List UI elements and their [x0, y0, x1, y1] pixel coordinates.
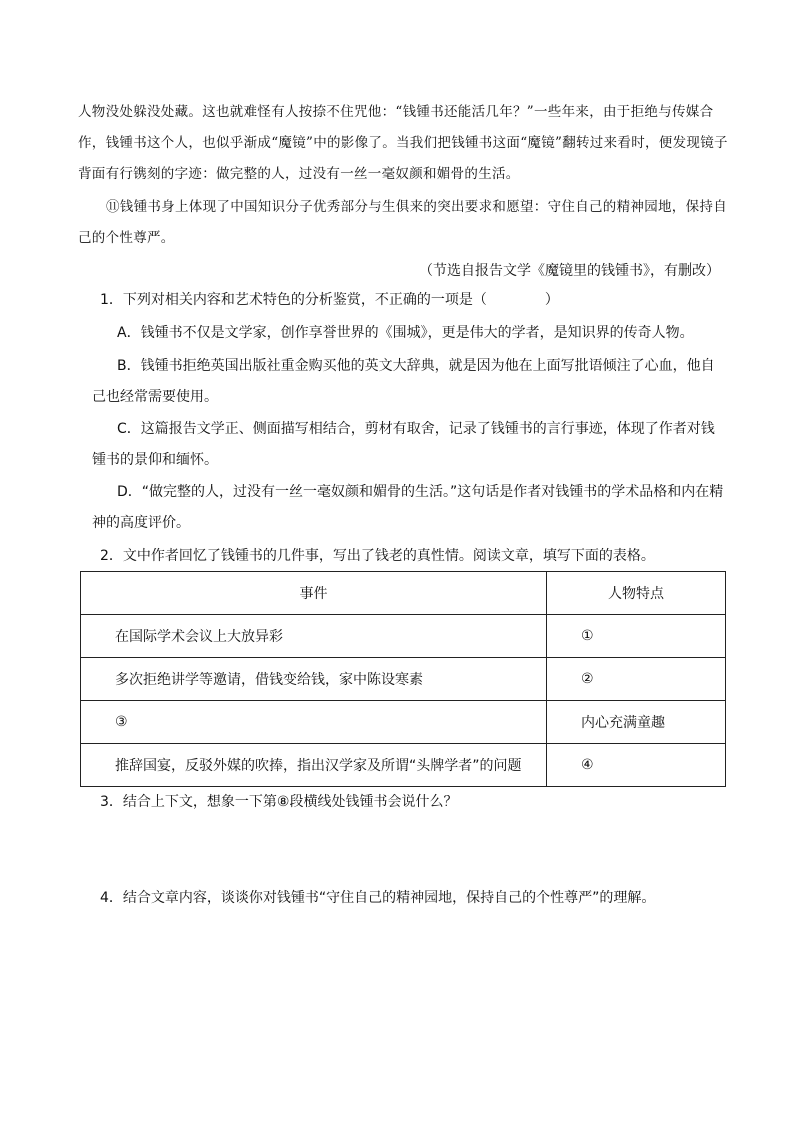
character-cell: 内心充满童趣	[547, 701, 726, 744]
question-1-close-paren: ）	[544, 292, 559, 308]
header-event: 事件	[81, 572, 547, 615]
source-citation: （节选自报告文学《魔镜里的钱锺书》，有删改）	[419, 263, 720, 279]
question-4-stem: 4．结合文章内容，谈谈你对钱锺书“守住自己的精神园地，保持自己的个性尊严”的理解。	[100, 890, 656, 906]
character-cell[interactable]: ②	[547, 658, 726, 701]
character-cell[interactable]: ①	[547, 615, 726, 658]
question-2-stem: 2．文中作者回忆了钱锺书的几件事，写出了钱老的真性情。阅读文章，填写下面的表格。	[100, 548, 655, 564]
event-cell[interactable]: ③	[81, 701, 547, 744]
event-cell: 在国际学术会议上大放异彩	[81, 615, 547, 658]
question-1-text: 1．下列对相关内容和艺术特色的分析鉴赏，不正确的一项是（	[100, 292, 487, 308]
table-row	[81, 744, 726, 787]
event-character-table	[80, 571, 726, 787]
option-d: D．“做完整的人，过没有一丝一毫奴颜和媚骨的生活。”这句话是作者对钱锺书的学术品格和内在精神的高度评价。	[92, 484, 724, 531]
event-cell: 多次拒绝讲学等邀请，借钱变给钱，家中陈设寒素	[81, 658, 547, 701]
question-3-stem: 3．结合上下文，想象一下第⑧段横线处钱锺书会说什么？	[100, 794, 458, 810]
character-cell[interactable]: ④	[547, 744, 726, 787]
table-row	[81, 615, 726, 658]
header-character: 人物特点	[547, 572, 726, 615]
question-1-stem	[100, 285, 559, 316]
event-cell: 推辞国宴，反驳外媒的吹捧，指出汉学家及所谓“头牌学者”的问题	[81, 744, 547, 787]
option-c: C．这篇报告文学正、侧面描写相结合，剪材有取舍，记录了钱锺书的言行事迹，体现了作者对钱锺书的景仰和缅怀。	[92, 421, 715, 468]
passage-paragraph-11: ⑪钱锺书身上体现了中国知识分子优秀部分与生俱来的突出要求和愿望：守住自己的精神园地，保持自己的个性尊严。	[78, 199, 727, 246]
option-b: B．钱锺书拒绝英国出版社重金购买他的英文大辞典，就是因为他在上面写批语倾注了心血，他自己也经常需要使用。	[92, 358, 715, 405]
table-row	[81, 658, 726, 701]
table-row	[81, 701, 726, 744]
table-header-row	[81, 572, 726, 615]
option-a: A．钱锺书不仅是文学家，创作享誉世界的《围城》，更是伟大的学者，是知识界的传奇人物。	[117, 325, 694, 341]
passage-paragraph-end: 人物没处躲没处藏。这也就难怪有人按捺不住咒他：“钱锺书还能活几年？”一些年来，由于拒绝与传媒合作，钱锺书这个人，也似乎渐成“魔镜”中的影像了。当我们把钱锺书这面“魔镜”翻转过来看时，便发现镜子背面有行镌刻的字迹：做完整的人，过没有一丝一毫奴颜和媚骨的生活。	[78, 104, 728, 182]
